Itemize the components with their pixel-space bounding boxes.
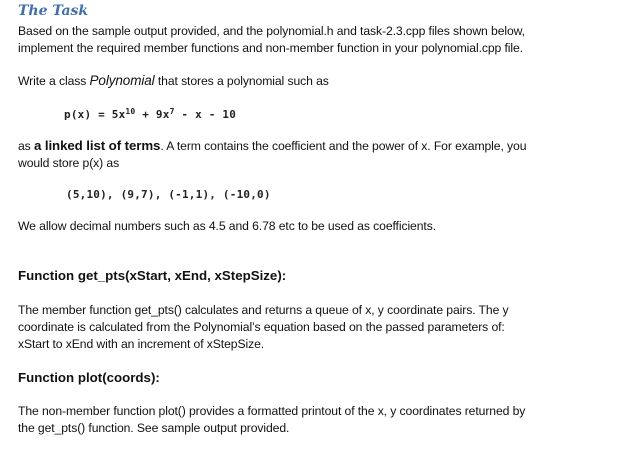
class-name: Polynomial [89,73,155,88]
linked-list-line-2: would store p(x) as [18,156,120,170]
get-pts-line-3: xStart to xEnd with an increment of xStepSize. [18,337,265,351]
polynomial-example [64,107,236,123]
linked-list-suffix: . A term contains the coefficient and the power of x. For example, you [160,139,527,153]
intro-line-1: Based on the sample output provided, and the polynomial.h and task-2.3.cpp files shown below, [18,24,525,38]
get-pts-line-1: The member function get_pts() calculates and returns a queue of x, y coordinate pairs. The y [18,303,509,317]
plot-heading: Function plot(coords): [18,370,160,385]
linked-list-emphasis: a linked list of terms [33,138,161,153]
linked-list-line-1 [18,138,526,154]
poly-mid: + 9x [135,108,170,121]
get-pts-line-2: coordinate is calculated from the Polynomial’s equation based on the passed parameters of: [18,320,505,334]
poly-exponent-1: 10 [125,107,136,116]
class-desc-prefix: Write a class [18,74,90,88]
poly-lhs: p(x) = 5x [64,108,126,121]
class-description [18,73,329,89]
decimal-note: We allow decimal numbers such as 4.5 and 6.78 etc to be used as coefficients. [18,219,436,233]
get-pts-heading: Function get_pts(xStart, xEnd, xStepSize): [18,268,287,283]
intro-line-2: implement the required member functions and non-member function in your polynomial.cpp file. [18,41,523,55]
class-desc-suffix: that stores a polynomial such as [154,74,329,88]
section-title: The Task [18,3,89,19]
terms-example: (5,10), (9,7), (-1,1), (-10,0) [66,188,271,201]
poly-exponent-2: 7 [169,107,175,116]
plot-line-1: The non-member function plot() provides a formatted printout of the x, y coordinates returned by [18,404,526,418]
poly-rest: - x - 10 [174,108,237,121]
plot-line-2: the get_pts() function. See sample output provided. [18,421,290,435]
linked-list-prefix: as [18,139,34,153]
